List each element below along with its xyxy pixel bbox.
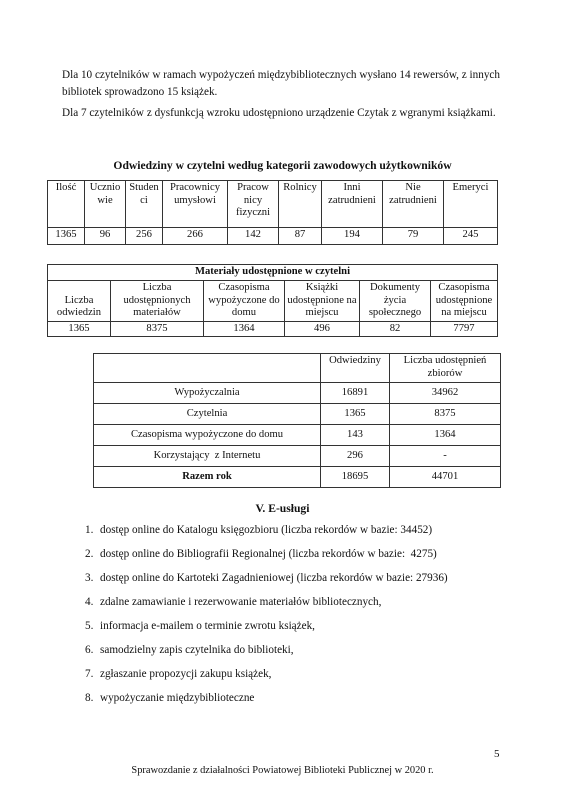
table-header-cell: Liczba udostępnień zbiorów bbox=[390, 354, 501, 383]
list-text: samodzielny zapis czytelnika do biblioteki, bbox=[100, 644, 294, 656]
table-cell: 87 bbox=[279, 228, 322, 245]
table-header-cell: Dokumenty życia społecznego bbox=[360, 280, 431, 321]
list-item bbox=[85, 590, 505, 614]
list-text: dostęp online do Katalogu księgozbioru (liczba rekordów w bazie: 34452) bbox=[100, 524, 433, 536]
row-label: Korzystający z Internetu bbox=[94, 446, 321, 467]
list-text: dostęp online do Bibliografii Regionalnej (liczba rekordów w bazie: 4275) bbox=[100, 548, 437, 560]
table-row bbox=[48, 228, 498, 245]
list-item bbox=[85, 566, 505, 590]
table2-caption: Materiały udostępnione w czytelni bbox=[48, 265, 498, 281]
reading-room-visits-table bbox=[47, 180, 498, 245]
list-text: wypożyczanie międzybiblioteczne bbox=[100, 692, 255, 704]
table-header-cell: Odwiedziny bbox=[321, 354, 390, 383]
table-header-cell: Nie zatrudnieni bbox=[383, 181, 444, 228]
table-cell: 1365 bbox=[48, 321, 111, 337]
table-cell: 96 bbox=[85, 228, 126, 245]
list-text: informacja e-mailem o terminie zwrotu książek, bbox=[100, 620, 315, 632]
visits-cell: 296 bbox=[321, 446, 390, 467]
list-item bbox=[85, 518, 505, 542]
table-header-cell: Ucznio wie bbox=[85, 181, 126, 228]
list-number: 6. bbox=[85, 644, 94, 656]
table-row bbox=[94, 383, 501, 404]
list-number: 3. bbox=[85, 572, 94, 584]
table-header-cell: Studen ci bbox=[126, 181, 163, 228]
section-title: V. E-usługi bbox=[255, 502, 310, 515]
list-text: dostęp online do Kartoteki Zagadnieniowej (liczba rekordów w bazie: 27936) bbox=[100, 572, 448, 584]
table-header-cell: Pracow nicy fizyczni bbox=[228, 181, 279, 228]
table-cell: 7797 bbox=[431, 321, 498, 337]
row-label: Czasopisma wypożyczone do domu bbox=[94, 425, 321, 446]
table-header-row bbox=[94, 354, 501, 383]
list-text: zgłaszanie propozycji zakupu książek, bbox=[100, 668, 272, 680]
table-header-cell: Inni zatrudnieni bbox=[322, 181, 383, 228]
loans-cell: 8375 bbox=[390, 404, 501, 425]
table-header-cell: Czasopisma udostępnione na miejscu bbox=[431, 280, 498, 321]
table-caption-row bbox=[48, 265, 498, 281]
visits-cell: 16891 bbox=[321, 383, 390, 404]
table-cell: 1365 bbox=[48, 228, 85, 245]
table-header-row bbox=[48, 280, 498, 321]
list-number: 2. bbox=[85, 548, 94, 560]
table-cell: 82 bbox=[360, 321, 431, 337]
list-item bbox=[85, 542, 505, 566]
table-header-cell: Pracownicy umysłowi bbox=[163, 181, 228, 228]
table-header-cell: Emeryci bbox=[444, 181, 498, 228]
yearly-summary-table bbox=[93, 353, 501, 488]
table-cell: 256 bbox=[126, 228, 163, 245]
row-label: Czytelnia bbox=[94, 404, 321, 425]
table-row bbox=[94, 446, 501, 467]
table-header-cell: Liczba udostępnionych materiałów bbox=[111, 280, 204, 321]
table-header-cell: Książki udostępnione na miejscu bbox=[285, 280, 360, 321]
list-item bbox=[85, 662, 505, 686]
table-cell: 496 bbox=[285, 321, 360, 337]
visits-cell: 143 bbox=[321, 425, 390, 446]
table-row bbox=[94, 404, 501, 425]
table-header-cell bbox=[94, 354, 321, 383]
total-visits: 18695 bbox=[321, 467, 390, 488]
loans-cell: - bbox=[390, 446, 501, 467]
visits-cell: 1365 bbox=[321, 404, 390, 425]
loans-cell: 1364 bbox=[390, 425, 501, 446]
table-cell: 79 bbox=[383, 228, 444, 245]
table-header-cell: Rolnicy bbox=[279, 181, 322, 228]
table-header-cell: Ilość bbox=[48, 181, 85, 228]
table-cell: 8375 bbox=[111, 321, 204, 337]
table-header-cell: Liczba odwiedzin bbox=[48, 280, 111, 321]
list-text: zdalne zamawianie i rezerwowanie materiałów bibliotecznych, bbox=[100, 596, 382, 608]
table-cell: 245 bbox=[444, 228, 498, 245]
table-cell: 1364 bbox=[204, 321, 285, 337]
table-cell: 194 bbox=[322, 228, 383, 245]
list-number: 8. bbox=[85, 692, 94, 704]
total-label: Razem rok bbox=[94, 467, 321, 488]
table-header-row bbox=[48, 181, 498, 228]
list-number: 5. bbox=[85, 620, 94, 632]
reading-room-materials-table bbox=[47, 264, 498, 337]
list-number: 7. bbox=[85, 668, 94, 680]
total-loans: 44701 bbox=[390, 467, 501, 488]
paragraph-interlibrary-loans: Dla 10 czytelników w ramach wypożyczeń międzybibliotecznych wysłano 14 rewersów, z innych bibliotek sprowadzono 15 książek. bbox=[62, 69, 500, 98]
table-cell: 142 bbox=[228, 228, 279, 245]
table-header-cell: Czasopisma wypożyczone do domu bbox=[204, 280, 285, 321]
list-item bbox=[85, 686, 505, 710]
list-item bbox=[85, 638, 505, 662]
table-row bbox=[94, 425, 501, 446]
row-label: Wypożyczalnia bbox=[94, 383, 321, 404]
table-cell: 266 bbox=[163, 228, 228, 245]
page-footer: Sprawozdanie z działalności Powiatowej Biblioteki Publicznej w 2020 r. bbox=[131, 765, 434, 776]
list-number: 1. bbox=[85, 524, 94, 536]
table-row bbox=[48, 321, 498, 337]
page-number: 5 bbox=[494, 748, 500, 760]
list-number: 4. bbox=[85, 596, 94, 608]
e-services-list bbox=[85, 518, 505, 710]
loans-cell: 34962 bbox=[390, 383, 501, 404]
table1-title: Odwiedziny w czytelni według kategorii zawodowych użytkowników bbox=[113, 159, 452, 172]
total-row bbox=[94, 467, 501, 488]
paragraph-reader-device: Dla 7 czytelników z dysfunkcją wzroku udostępniono urządzenie Czytak z wgranymi książkami. bbox=[62, 107, 496, 119]
list-item bbox=[85, 614, 505, 638]
